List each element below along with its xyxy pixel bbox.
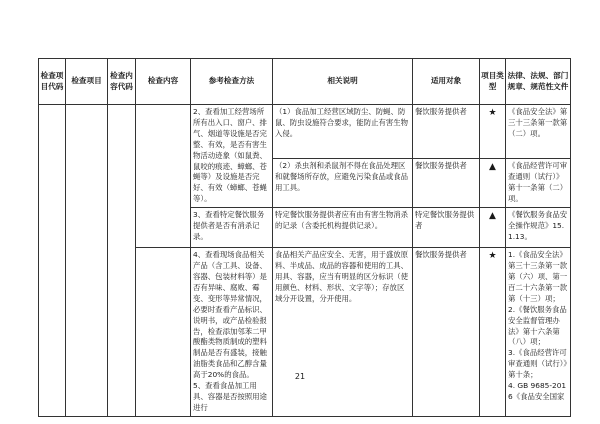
type-triangle-icon: ▲ [480, 158, 506, 207]
method-cell: 2、查看加工经营场所所有出入口、窗户、排气、烟道等设施是否完整、有效，是否有害生物活动迹象（如鼠粪、鼠咬的痕迹、蟑螂、苍蝇等）及设施是否完好、有效（蟑螂、苍蝇等）。 [191, 105, 273, 208]
table-row [39, 105, 571, 159]
header-content-code: 检查内容代码 [108, 59, 136, 105]
header-law: 法律、法规、部门规章、规范性文件 [506, 59, 571, 105]
law-cell: 1.《食品安全法》第三十三条第一款第（六）项、第一百二十六条第一款第（十三）项； 2.《餐饮服务食品安全监督管理办法》第十六条第（八）项； 3.《食品经营许可审查通则（试行）》第十条； 4. GB 9685-2016《食品安全国家 [506, 248, 571, 417]
header-method: 参考检查方法 [191, 59, 273, 105]
inspection-table [38, 58, 571, 417]
header-item: 检查项目 [66, 59, 108, 105]
note-cell: （1）食品加工经营区域防尘、防蝇、防鼠、防虫设施符合要求，能防止有害生物入侵。 [273, 105, 413, 159]
note-cell: （2）杀虫剂和杀鼠剂不得在食品处理区和就餐场所存放，应避免污染食品或食品用工具。 [273, 158, 413, 207]
header-type: 项目类型 [480, 59, 506, 105]
target-cell: 餐饮服务提供者 [413, 158, 480, 207]
note-cell: 特定餐饮服务提供者应有由有害生物消杀的记录（含委托机构提供记录）。 [273, 208, 413, 248]
header-target: 适用对象 [413, 59, 480, 105]
header-item-code: 检查项目代码 [39, 59, 66, 105]
header-note: 相关说明 [273, 59, 413, 105]
type-triangle-icon: ▲ [480, 208, 506, 248]
type-star-icon: ★ [480, 248, 506, 417]
target-cell: 餐饮服务提供者 [413, 105, 480, 159]
empty-cell [108, 105, 136, 417]
target-cell: 特定餐饮服务提供者 [413, 208, 480, 248]
empty-cell [66, 105, 108, 417]
note-cell: 食品相关产品应安全、无害，用于盛放原料、半成品、成品的容器和使用的工具、用具、容器，应当有明显的区分标识（使用颜色、材料、形状、文字等）；存放区域分开设置，分开使用。 [273, 248, 413, 417]
header-content: 检查内容 [136, 59, 191, 105]
type-star-icon: ★ [480, 105, 506, 159]
table-header-row [39, 59, 571, 105]
page-number: 21 [294, 372, 306, 381]
target-cell: 餐饮服务提供者 [413, 248, 480, 417]
empty-cell [136, 248, 191, 417]
empty-cell [136, 105, 191, 248]
empty-cell [39, 105, 66, 417]
law-cell: 《餐饮服务食品安全操作规范》15.1.13。 [506, 208, 571, 248]
law-cell: 《食品安全法》第三十三条第一款第（二）项。 [506, 105, 571, 159]
method-cell: 3、查看特定餐饮服务提供者是否有消杀记录。 [191, 208, 273, 248]
law-cell: 《食品经营许可审查通则（试行）》第十一条第（二）项。 [506, 158, 571, 207]
method-cell: 4、查看现场食品相关产品（含工具、设备、容器、包装材料等）是否有异味、腐败、霉变、变形等异常情况，必要时查看产品标识、说明书，或产品检验报告，检查添加邻苯二甲酸酯类物质制成的塑料制品是否有盛装，接触油脂类食品和乙醇含量高于20%的食品。 5、查看食品加工用具、容器是否按照用途进行 [191, 248, 273, 417]
